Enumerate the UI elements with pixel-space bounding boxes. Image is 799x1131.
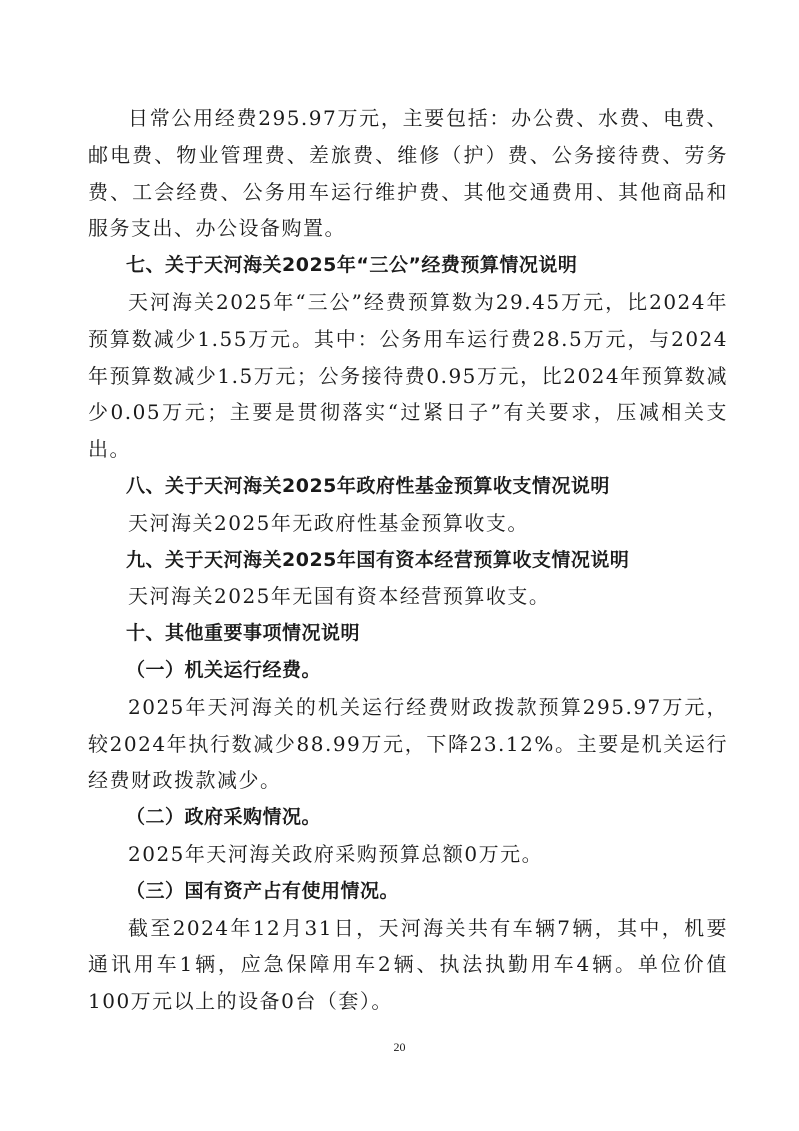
paragraph-daily-expenses: 日常公用经费295.97万元，主要包括：办公费、水费、电费、邮电费、物业管理费、差旅费、维修（护）费、公务接待费、劳务费、工会经费、公务用车运行维护费、其他交通费用、其他商品和服务支出、办公设备购置。 [88, 106, 728, 241]
paragraph-state-capital: 天河海关2025年无国有资本经营预算收支。 [128, 584, 551, 609]
subheading-procurement: （二）政府采购情况。 [126, 806, 322, 829]
paragraph-state-assets: 截至2024年12月31日，天河海关共有车辆7辆，其中，机要通讯用车1辆，应急保障用车2辆、执法执勤用车4辆。单位价值100万元以上的设备0台（套）。 [88, 915, 728, 1014]
subheading-operating-expenses: （一）机关运行经费。 [126, 658, 322, 681]
heading-section-8: 八、关于天河海关2025年政府性基金预算收支情况说明 [126, 474, 610, 497]
heading-section-9: 九、关于天河海关2025年国有资本经营预算收支情况说明 [126, 548, 630, 571]
subheading-state-assets: （三）国有资产占有使用情况。 [126, 879, 400, 902]
paragraph-operating-expenses: 2025年天河海关的机关运行经费财政拨款预算295.97万元，较2024年执行数减少88.99万元，下降23.12%。主要是机关运行经费财政拨款减少。 [88, 694, 728, 793]
page-number: 20 [393, 1040, 406, 1054]
heading-section-10: 十、其他重要事项情况说明 [126, 622, 361, 645]
document-body [88, 100, 728, 1020]
paragraph-procurement: 2025年天河海关政府采购预算总额0万元。 [128, 841, 544, 866]
heading-section-7: 七、关于天河海关2025年“三公”经费预算情况说明 [126, 254, 578, 277]
paragraph-government-fund: 天河海关2025年无政府性基金预算收支。 [128, 510, 529, 535]
paragraph-three-public-expenses: 天河海关2025年“三公”经费预算数为29.45万元，比2024年预算数减少1.55万元。其中：公务用车运行费28.5万元，与2024年预算数减少1.5万元；公务接待费0.95万元，比2024年预算数减少0.05万元；主要是贯彻落实“过紧日子”有关要求，压减相关支出。 [88, 289, 728, 462]
